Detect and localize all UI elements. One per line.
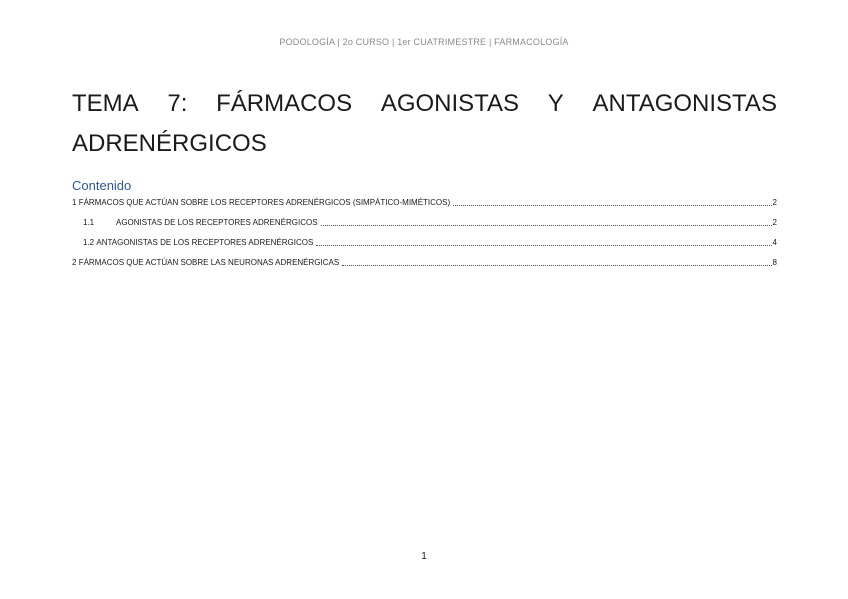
toc-entry-text: AGONISTAS DE LOS RECEPTORES ADRENÉRGICOS (116, 218, 318, 227)
title-word: ANTAGONISTAS (592, 90, 777, 117)
running-header: PODOLOGÍA | 2o CURSO | 1er CUATRIMESTRE | FARMACOLOGÍA (279, 37, 569, 47)
dot-leader (321, 225, 772, 226)
toc-entry-number: 1.2 (83, 238, 95, 247)
dot-leader (342, 265, 771, 266)
dot-leader (316, 245, 771, 246)
title-word: 7: (167, 90, 188, 117)
toc-entry-text: FÁRMACOS QUE ACTÚAN SOBRE LAS NEURONAS ADRENÉRGICAS (78, 258, 340, 267)
page-number: 1 (421, 551, 427, 562)
document-title (72, 84, 777, 164)
dot-leader (453, 205, 771, 206)
toc-entry-page: 2 (772, 218, 777, 227)
toc-entry-page: 4 (772, 238, 777, 247)
title-word: AGONISTAS (380, 90, 520, 117)
title-word: FÁRMACOS (216, 90, 353, 117)
title-word: TEMA (72, 90, 139, 117)
toc-entry-text: ANTAGONISTAS DE LOS RECEPTORES ADRENÉRGICOS (96, 238, 314, 247)
toc-entry-2[interactable] (72, 258, 777, 268)
toc-entry-page: 2 (772, 198, 777, 207)
toc-entry-number: 1.1 (83, 218, 95, 227)
toc-entry-1[interactable] (72, 198, 777, 208)
toc-entry-number: 2 (72, 258, 77, 267)
title-word: Y (547, 90, 564, 117)
title-line-1 (72, 84, 777, 124)
toc-entry-number: 1 (72, 198, 77, 207)
toc-entry-page: 8 (772, 258, 777, 267)
toc-entry-text: FÁRMACOS QUE ACTÚAN SOBRE LOS RECEPTORES ADRENÉRGICOS (SIMPÁTICO-MIMÉTICOS) (78, 198, 451, 207)
toc-entry-1-2[interactable] (83, 238, 777, 248)
title-line-2: ADRENÉRGICOS (72, 130, 267, 157)
toc-heading: Contenido (72, 178, 132, 193)
toc-entry-1-1[interactable] (83, 218, 777, 228)
